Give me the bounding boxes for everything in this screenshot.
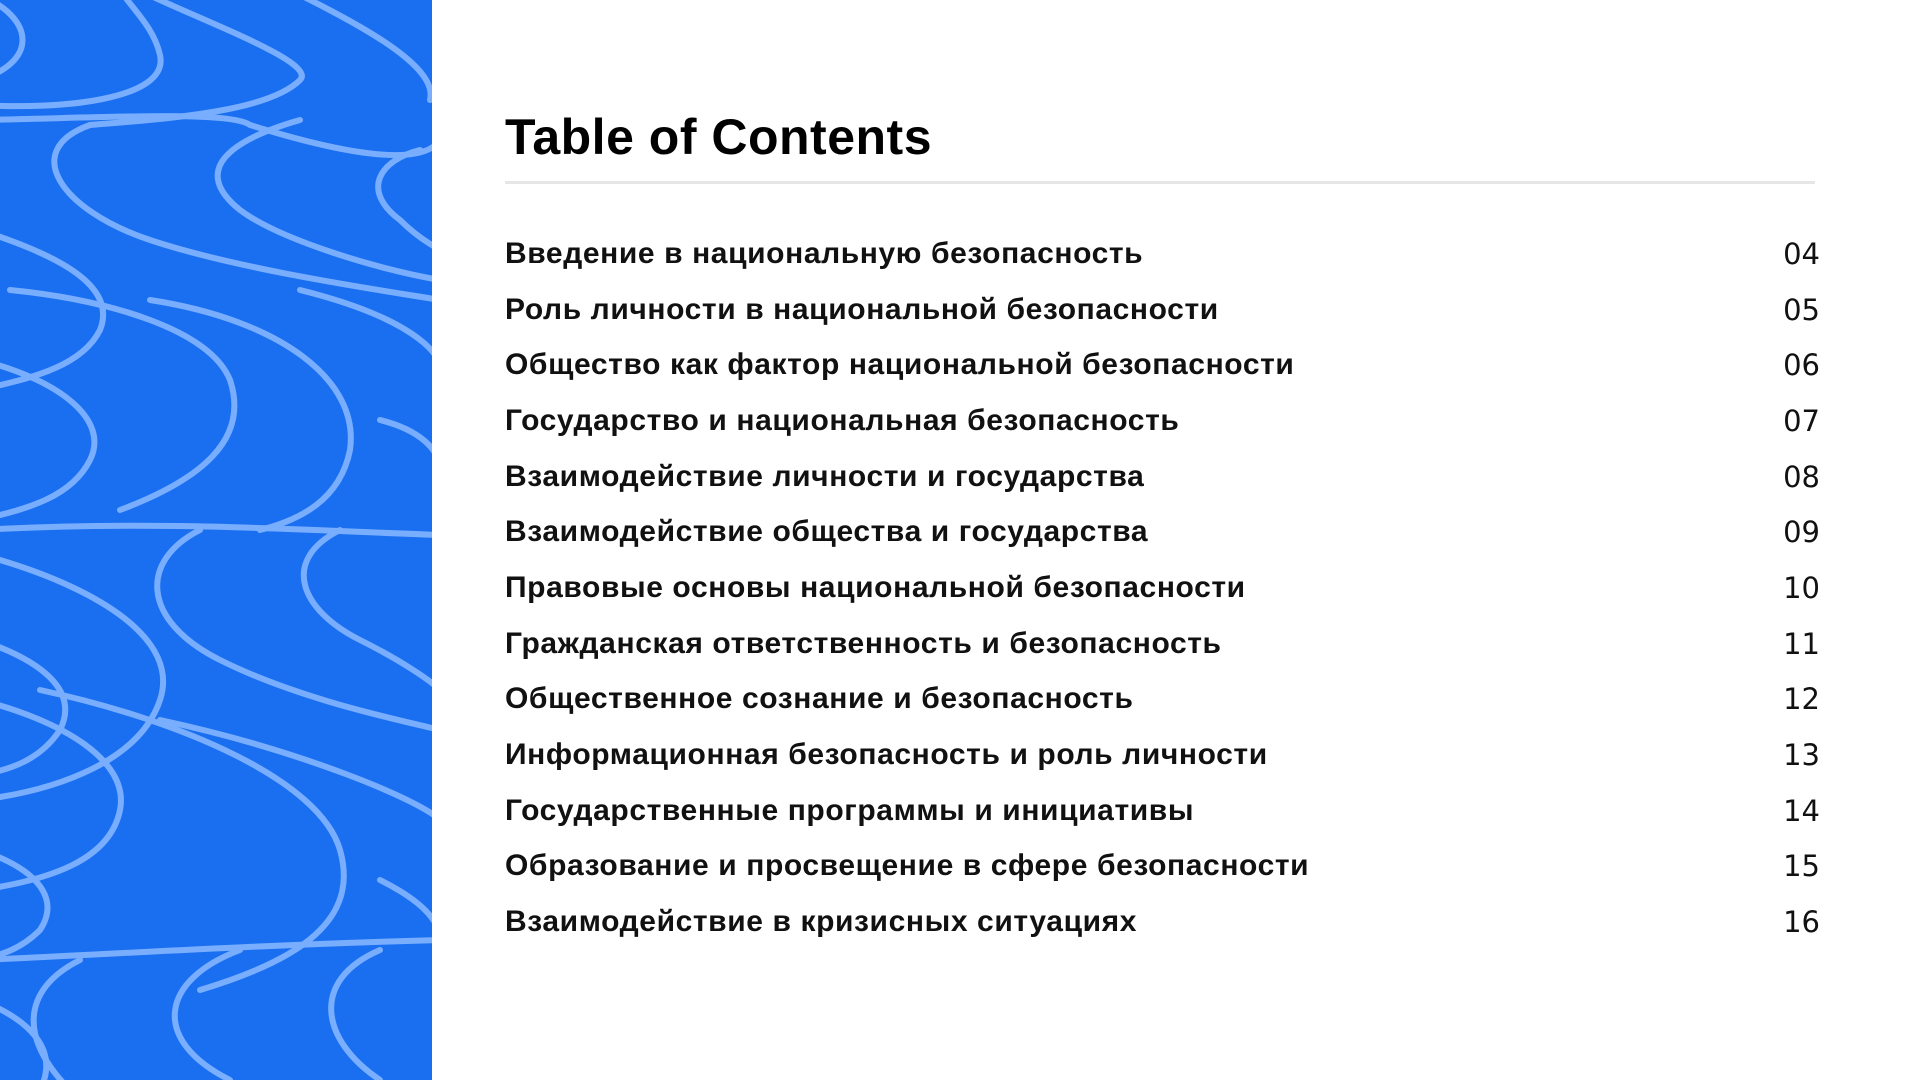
toc-item-title: Государство и национальная безопасность	[505, 403, 1180, 437]
toc-content	[505, 0, 1820, 1080]
toc-item-page-number: 09	[1783, 515, 1820, 550]
toc-item[interactable]	[505, 282, 1820, 338]
toc-item[interactable]	[505, 672, 1820, 728]
toc-item[interactable]	[505, 449, 1820, 505]
toc-item-page-number: 10	[1783, 570, 1820, 605]
toc-item-page-number: 05	[1783, 292, 1820, 327]
page-title: Table of Contents	[505, 109, 933, 165]
toc-list	[505, 226, 1820, 950]
toc-item-title: Гражданская ответственность и безопасность	[505, 626, 1222, 660]
toc-item[interactable]	[505, 616, 1820, 672]
toc-item-title: Введение в национальную безопасность	[505, 236, 1144, 270]
toc-item[interactable]	[505, 226, 1820, 282]
toc-item[interactable]	[505, 337, 1820, 393]
toc-item-title: Государственные программы и инициативы	[505, 793, 1195, 827]
decorative-wave-panel	[0, 0, 432, 1080]
toc-item-title: Правовые основы национальной безопасности	[505, 570, 1246, 604]
toc-item[interactable]	[505, 560, 1820, 616]
toc-item-title: Взаимодействие личности и государства	[505, 459, 1145, 493]
toc-item-page-number: 15	[1783, 849, 1820, 884]
toc-item-page-number: 08	[1783, 459, 1820, 494]
toc-item[interactable]	[505, 393, 1820, 449]
title-divider	[505, 181, 1815, 184]
toc-item-page-number: 06	[1783, 348, 1820, 383]
toc-item-title: Общество как фактор национальной безопасности	[505, 348, 1295, 382]
wave-pattern-graphic	[0, 0, 432, 1080]
toc-item-page-number: 14	[1783, 793, 1820, 828]
toc-item[interactable]	[505, 504, 1820, 560]
toc-item-title: Образование и просвещение в сфере безопасности	[505, 849, 1310, 883]
toc-item[interactable]	[505, 727, 1820, 783]
toc-item-page-number: 04	[1783, 236, 1820, 271]
toc-item[interactable]	[505, 894, 1820, 950]
toc-item-title: Взаимодействие в кризисных ситуациях	[505, 905, 1138, 939]
toc-item-title: Информационная безопасность и роль личности	[505, 738, 1268, 772]
toc-item-title: Роль личности в национальной безопасности	[505, 292, 1219, 326]
toc-item-page-number: 13	[1783, 738, 1820, 773]
toc-item[interactable]	[505, 783, 1820, 839]
toc-item-page-number: 12	[1783, 682, 1820, 717]
toc-item[interactable]	[505, 839, 1820, 895]
toc-item-page-number: 11	[1783, 626, 1820, 661]
toc-item-title: Взаимодействие общества и государства	[505, 515, 1149, 549]
toc-item-page-number: 07	[1783, 403, 1820, 438]
toc-item-page-number: 16	[1783, 905, 1820, 940]
toc-item-title: Общественное сознание и безопасность	[505, 682, 1134, 716]
